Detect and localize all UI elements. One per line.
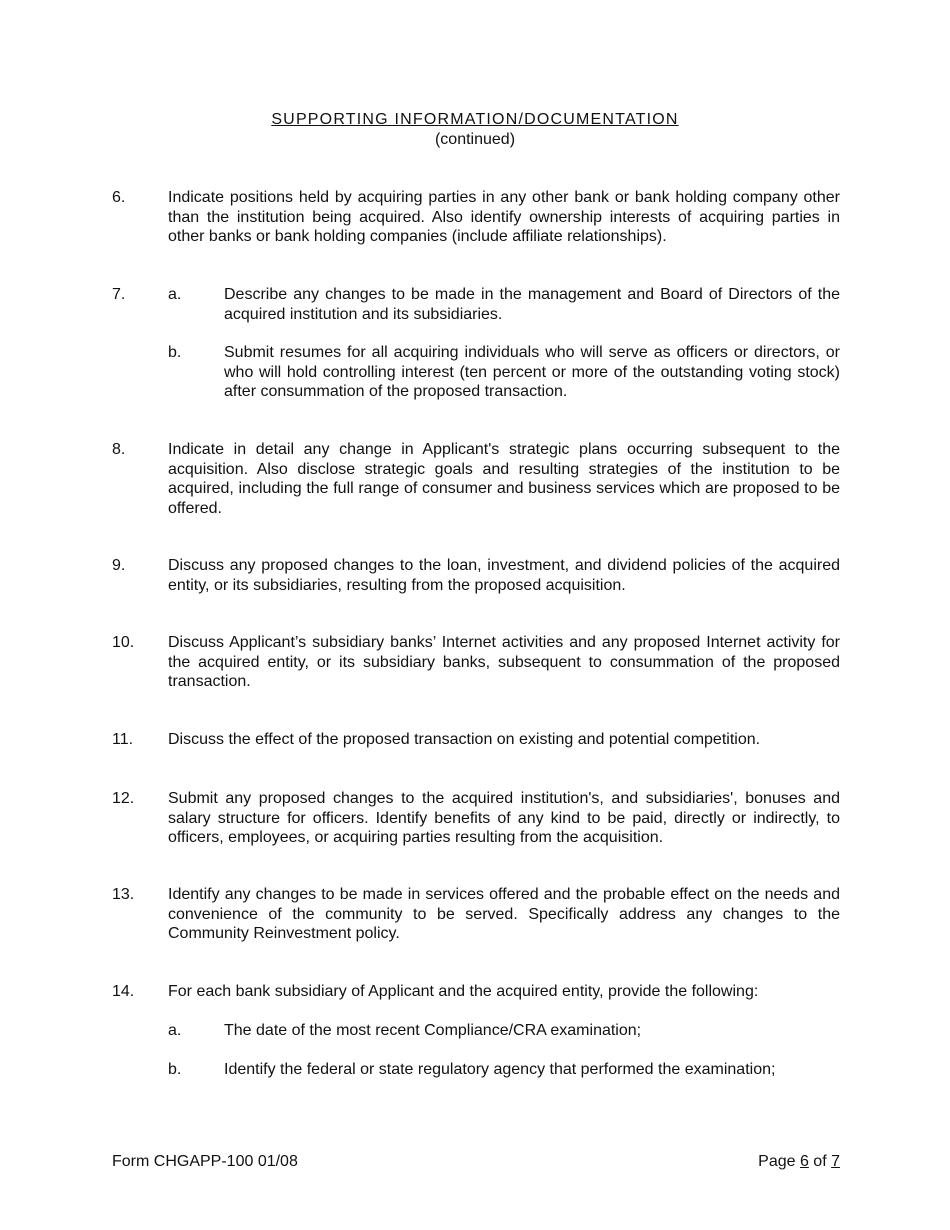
list-item-6: [112, 188, 840, 247]
page-title: [0, 110, 950, 130]
sub-item-14a: [168, 1021, 840, 1041]
sub-item-text: Describe any changes to be made in the management and Board of Directors of the acquired institution and its subsidiaries.: [224, 286, 840, 323]
sub-item-text: Identify the federal or state regulatory agency that performed the examination;: [224, 1061, 776, 1078]
item-number: 8.: [112, 441, 126, 458]
page-number: [758, 1152, 840, 1172]
item-text: For each bank subsidiary of Applicant and the acquired entity, provide the following:: [168, 983, 759, 1000]
sub-item-text: The date of the most recent Compliance/CRA examination;: [224, 1022, 642, 1039]
item-number: 7.: [112, 286, 126, 303]
item-number: 11.: [112, 731, 134, 748]
list-item-13: [112, 885, 840, 944]
item-text: Submit any proposed changes to the acquired institution's, and subsidiaries', bonuses and salary structure for officers. Identify benefits of any kind to be paid, directly or indirectly, to officers, employees, or acquiring parties resulting from the acquisition.: [168, 790, 840, 846]
list-item-8: [112, 440, 840, 518]
list-item-10: [112, 633, 840, 692]
item-number: 10.: [112, 634, 135, 651]
list-item-9: [112, 556, 840, 595]
item-text: Discuss any proposed changes to the loan, investment, and dividend policies of the acquired entity, or its subsidiaries, resulting from the proposed acquisition.: [168, 557, 840, 594]
sub-item-letter: a.: [168, 1022, 182, 1039]
list-item-11: [112, 730, 840, 750]
item-text: Indicate in detail any change in Applicant's strategic plans occurring subsequent to the acquisition. Also disclose strategic goals and resulting strategies of the institution to be acquired, including the full range of consumer and business services which are proposed to be offered.: [168, 441, 840, 517]
item-text: Indicate positions held by acquiring parties in any other bank or bank holding company other than the institution being acquired. Also identify ownership interests of acquiring parties in other banks or bank holding companies (include affiliate relationships).: [168, 189, 840, 245]
sub-item-7b: [168, 343, 840, 402]
page-subtitle: (continued): [434, 131, 516, 148]
item-number: 9.: [112, 557, 126, 574]
sub-item-letter: a.: [168, 286, 182, 303]
item-text: Discuss the effect of the proposed transaction on existing and potential competition.: [168, 731, 761, 748]
sub-item-letter: b.: [168, 1061, 182, 1078]
sub-item-7a: [168, 285, 840, 324]
item-number: 6.: [112, 189, 126, 206]
item-text: Discuss Applicant’s subsidiary banks’ Internet activities and any proposed Internet activity for the acquired entity, or its subsidiary banks, subsequent to consummation of the proposed transaction.: [168, 634, 840, 690]
total-pages: 7: [831, 1153, 840, 1170]
sub-item-text: Submit resumes for all acquiring individuals who will serve as officers or directors, or who will hold controlling interest (ten percent or more of the outstanding voting stock) after consummation of the proposed transaction.: [224, 344, 840, 400]
item-number: 14.: [112, 983, 135, 1000]
sub-item-14b: [168, 1060, 840, 1080]
list-item-12: [112, 789, 840, 848]
form-identifier: Form CHGAPP-100 01/08: [112, 1153, 298, 1170]
current-page: 6: [799, 1153, 809, 1170]
list-item-14: [112, 982, 840, 1002]
page-title-text: SUPPORTING INFORMATION/DOCUMENTATION: [271, 111, 679, 128]
item-number: 12.: [112, 790, 135, 807]
item-number: 13.: [112, 886, 135, 903]
item-text: Identify any changes to be made in services offered and the probable effect on the needs and convenience of the community to be served. Specifically address any changes to the Community Reinvestment policy.: [168, 886, 840, 942]
page-of: of: [808, 1153, 832, 1170]
page-prefix: Page: [758, 1153, 800, 1170]
sub-item-letter: b.: [168, 344, 182, 361]
